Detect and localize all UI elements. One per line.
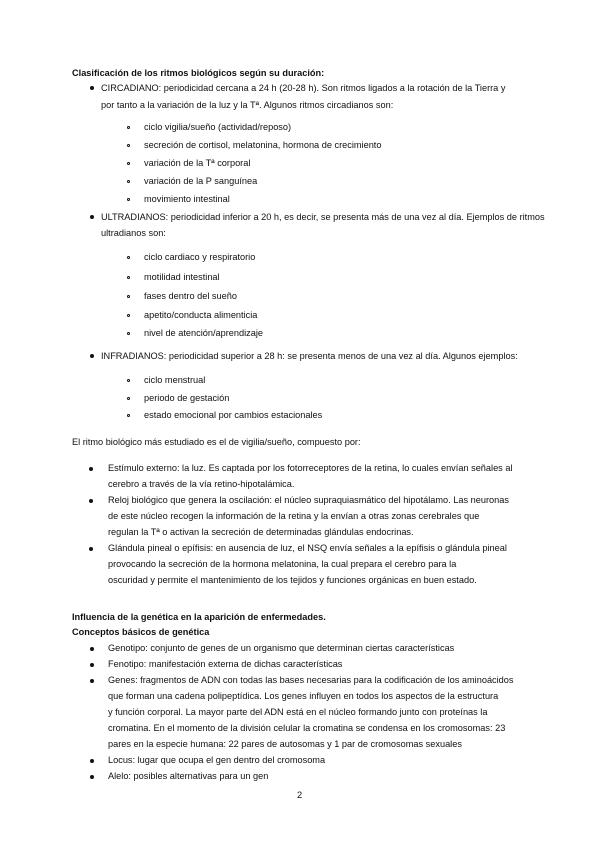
alelo-item: Alelo: posibles alternativas para un gen (108, 771, 269, 781)
bullet-icon (90, 663, 94, 667)
infradianos-item: estado emocional por cambios estacionales (144, 410, 323, 420)
circadiano-item: movimiento intestinal (144, 194, 230, 204)
bullet-icon (90, 759, 94, 763)
glandula-pineal-line-2: provocando la secreción de la hormona melatonina, la cual prepara el cerebro para la (108, 559, 457, 569)
estimulo-externo-line-2: cerebro a través de la vía retino-hipotalámica. (108, 479, 295, 489)
glandula-pineal-line-3: oscuridad y permite el mantenimiento de los tejidos y funciones orgánicas en buen estado. (108, 575, 477, 585)
section-subtitle-conceptos: Conceptos básicos de genética (72, 627, 210, 637)
locus-item: Locus: lugar que ocupa el gen dentro del cromosoma (108, 755, 326, 765)
bullet-icon (89, 467, 93, 471)
bullet-icon (90, 354, 94, 358)
sub-bullet-icon (127, 314, 130, 317)
sub-bullet-icon (127, 198, 130, 201)
sub-bullet-icon (127, 144, 130, 147)
bullet-icon (90, 86, 94, 90)
vigilia-sueno-intro: El ritmo biológico más estudiado es el de vigilia/sueño, compuesto por: (72, 437, 361, 447)
sub-bullet-icon (127, 256, 130, 259)
ultradianos-item: ciclo cardiaco y respiratorio (144, 252, 256, 262)
circadiano-item: ciclo vigilia/sueño (actividad/reposo) (144, 122, 292, 132)
sub-bullet-icon (127, 276, 130, 279)
bullet-icon (89, 547, 93, 551)
reloj-biologico-line-1: Reloj biológico que genera la oscilación: el núcleo supraquiasmático del hipotálamo. Las neuronas (108, 495, 509, 505)
bullet-icon (89, 499, 93, 503)
circadiano-item: variación de la Tª corporal (144, 158, 251, 168)
genes-line-2: que forman una cadena polipeptídica. Los genes influyen en todos los aspectos de la estructura (108, 691, 499, 701)
sub-bullet-icon (127, 397, 130, 400)
ultradianos-line-2: ultradianos son: (101, 228, 166, 238)
bullet-icon (90, 775, 94, 779)
ultradianos-item: nivel de atención/aprendizaje (144, 328, 264, 338)
reloj-biologico-line-3: regulan la Tª o activan la secreción de determinadas glándulas endocrinas. (108, 527, 414, 537)
sub-bullet-icon (127, 332, 130, 335)
circadiano-item: secreción de cortisol, melatonina, hormona de crecimiento (144, 140, 382, 150)
genes-line-3: y función corporal. La mayor parte del ADN está en el núcleo formando junto con proteínas la (108, 707, 488, 717)
page-number: 2 (297, 790, 303, 800)
fenotipo-item: Fenotipo: manifestación externa de dichas características (108, 659, 343, 669)
sub-bullet-icon (127, 162, 130, 165)
circadiano-line-2: por tanto a la variación de la luz y la Tª. Algunos ritmos circadianos son: (101, 100, 394, 110)
ultradianos-item: fases dentro del sueño (144, 291, 237, 301)
sub-bullet-icon (127, 379, 130, 382)
reloj-biologico-line-2: de este núcleo recogen la información de la retina y la envían a otras zonas cerebrales que (108, 511, 480, 521)
infradianos-line-1: INFRADIANOS: periodicidad superior a 28 h: se presenta menos de una vez al día. Algunos ejemplos: (101, 351, 518, 361)
genotipo-item: Genotipo: conjunto de genes de un organismo que determinan ciertas características (108, 643, 455, 653)
bullet-icon (90, 679, 94, 683)
genes-line-5: pares en la especie humana: 22 pares de autosomas y 1 par de cromosomas sexuales (108, 739, 462, 749)
bullet-icon (90, 215, 94, 219)
infradianos-item: ciclo menstrual (144, 375, 206, 385)
genes-line-4: cromatina. En el momento de la división celular la cromatina se condensa en los cromosomas: 23 (108, 723, 506, 733)
circadiano-line-1: CIRCADIANO: periodicidad cercana a 24 h (20-28 h). Son ritmos ligados a la rotación de la Tierra y (101, 83, 506, 93)
section-title-ritmos: Clasificación de los ritmos biológicos según su duración: (72, 68, 325, 78)
genes-line-1: Genes: fragmentos de ADN con todas las bases necesarias para la codificación de los aminoácidos (108, 675, 514, 685)
section-title-genetica: Influencia de la genética en la aparición de enfermedades. (72, 612, 326, 622)
ultradianos-line-1: ULTRADIANOS: periodicidad inferior a 20 h, es decir, se presenta más de una vez al día. Ejemplos de ritmos (101, 212, 545, 222)
infradianos-item: periodo de gestación (144, 393, 230, 403)
sub-bullet-icon (127, 180, 130, 183)
sub-bullet-icon (127, 126, 130, 129)
ultradianos-item: apetito/conducta alimenticia (144, 310, 258, 320)
bullet-icon (90, 647, 94, 651)
sub-bullet-icon (127, 295, 130, 298)
estimulo-externo-line-1: Estímulo externo: la luz. Es captada por los fotorreceptores de la retina, lo cuales envían señales al (108, 463, 513, 473)
ultradianos-item: motilidad intestinal (144, 272, 220, 282)
glandula-pineal-line-1: Glándula pineal o epífisis: en ausencia de luz, el NSQ envía señales a la epífisis o glándula pineal (108, 543, 507, 553)
circadiano-item: variación de la P sanguínea (144, 176, 258, 186)
sub-bullet-icon (127, 414, 130, 417)
